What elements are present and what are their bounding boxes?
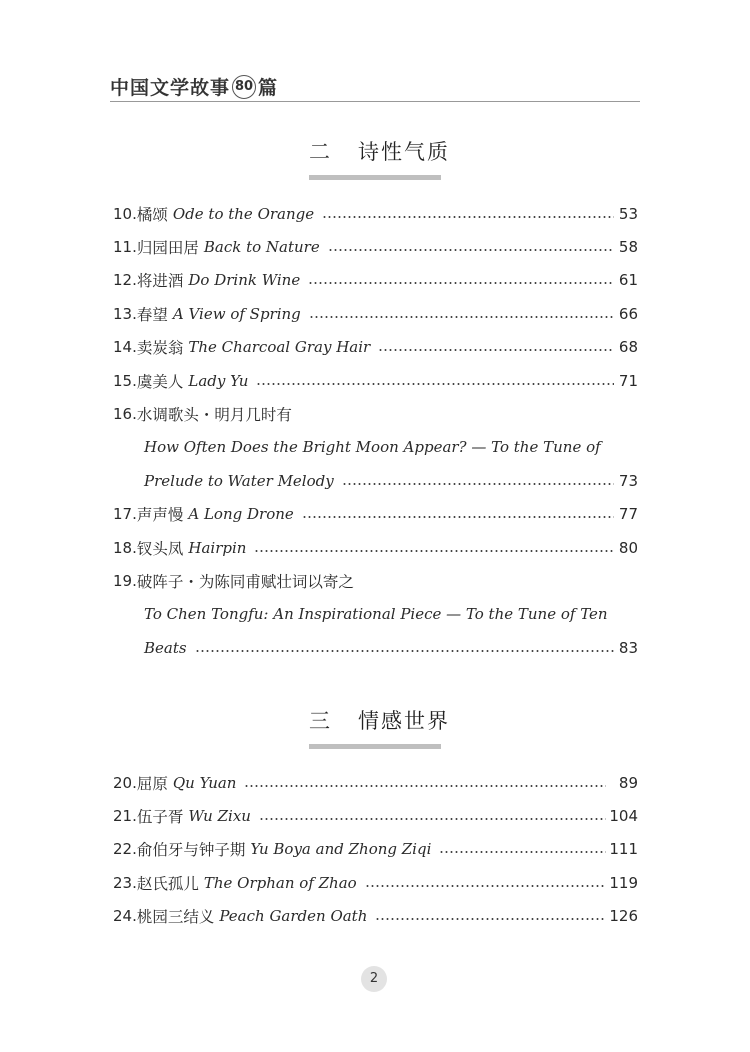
section-title: 三 情感世界: [309, 709, 451, 733]
entry-number: 17.: [113, 505, 137, 524]
dot-leader: [322, 216, 614, 218]
entry-page: 119: [609, 873, 638, 892]
entry-title-zh: 将进酒: [136, 272, 184, 291]
section-heading-2: [309, 136, 451, 180]
dot-leader: [302, 516, 614, 518]
toc-entry[interactable]: [113, 766, 638, 799]
entry-page: 126: [609, 907, 638, 926]
toc-entry-continuation[interactable]: [113, 631, 638, 664]
dot-leader: [342, 483, 614, 485]
entry-title-en: Hairpin: [188, 538, 247, 557]
toc-entry[interactable]: [113, 900, 638, 933]
entry-number: 12.: [113, 271, 137, 290]
entry-title-en: To Chen Tongfu: An Inspirational Piece — To the Tune of Ten: [144, 605, 608, 624]
title-number-badge: 80: [232, 75, 256, 99]
entry-number: 19.: [113, 571, 137, 590]
entry-page: 61: [618, 271, 638, 290]
toc-entry[interactable]: [113, 833, 638, 866]
entry-title-zh: 桃园三结义: [136, 908, 215, 927]
section-title: 二 诗性气质: [309, 140, 451, 164]
toc-entry[interactable]: [113, 331, 638, 364]
entry-title-en: A View of Spring: [172, 304, 301, 323]
entry-title-en: The Orphan of Zhao: [203, 873, 357, 892]
toc-entry[interactable]: [113, 230, 638, 263]
entry-title-zh: 伍子胥: [136, 808, 184, 827]
toc-entry[interactable]: [113, 197, 638, 230]
entry-title-en: Back to Nature: [203, 238, 320, 257]
toc-entry[interactable]: [113, 498, 638, 531]
dot-leader: [256, 383, 614, 385]
entry-title-en: Prelude to Water Melody: [144, 471, 334, 490]
entry-title-en: Yu Boya and Zhong Ziqi: [250, 840, 432, 859]
entry-title-zh: 俞伯牙与钟子期: [136, 841, 246, 860]
entry-page: 68: [618, 338, 638, 357]
entry-title-en: Wu Zixu: [188, 807, 251, 826]
header-divider: [110, 101, 640, 102]
toc-entry[interactable]: [113, 397, 638, 430]
entry-page: 71: [618, 371, 638, 390]
entry-title-zh: 破阵子・为陈同甫赋壮词以寄之: [136, 572, 354, 591]
entry-title-zh: 水调歌头・明月几时有: [136, 406, 292, 425]
entry-page: 83: [618, 638, 638, 657]
page-number: 2: [361, 966, 387, 992]
dot-leader: [259, 818, 606, 820]
entry-title-en: Do Drink Wine: [188, 271, 301, 290]
toc-entry[interactable]: [113, 799, 638, 832]
entry-page: 53: [618, 204, 638, 223]
entry-title-zh: 春望: [136, 305, 168, 324]
entry-number: 13.: [113, 304, 137, 323]
entry-title-zh: 橘颂: [136, 205, 168, 224]
section-underline: [309, 744, 441, 749]
book-title: 中国文学故事: [110, 77, 231, 99]
entry-number: 22.: [113, 840, 137, 859]
entry-title-en: Qu Yuan: [172, 773, 237, 792]
entry-number: 20.: [113, 773, 137, 792]
entry-number: 11.: [113, 238, 137, 257]
entry-page: 58: [618, 238, 638, 257]
toc-entry-continuation[interactable]: [113, 464, 638, 497]
entry-number: 15.: [113, 371, 137, 390]
entry-title-zh: 声声慢: [136, 506, 184, 525]
entry-page: 73: [618, 471, 638, 490]
entry-number: 10.: [113, 204, 137, 223]
section-underline: [309, 175, 441, 180]
toc-entry[interactable]: [113, 866, 638, 899]
toc-entry[interactable]: [113, 531, 638, 564]
entry-title-en: A Long Drone: [188, 505, 294, 524]
dot-leader: [309, 316, 614, 318]
toc-entry[interactable]: [113, 564, 638, 597]
entry-page: 89: [618, 773, 638, 792]
entry-title-zh: 赵氏孤儿: [136, 874, 199, 893]
entry-page: 104: [609, 807, 638, 826]
dot-leader: [308, 282, 614, 284]
dot-leader: [378, 349, 614, 351]
toc-entry-continuation[interactable]: [113, 598, 638, 631]
toc-entry[interactable]: [113, 297, 638, 330]
entry-title-en: How Often Does the Bright Moon Appear? — To the Tune of: [144, 438, 601, 457]
entry-title-en: Beats: [144, 638, 187, 657]
entry-title-zh: 钗头凤: [136, 539, 184, 558]
entry-title-en: Ode to the Orange: [172, 204, 315, 223]
entry-page: 80: [618, 538, 638, 557]
entry-number: 23.: [113, 873, 137, 892]
book-title-suffix: 篇: [258, 77, 278, 99]
entry-title-en: Peach Garden Oath: [219, 907, 368, 926]
entry-page: 66: [618, 304, 638, 323]
entry-title-en: The Charcoal Gray Hair: [188, 338, 371, 357]
entry-page: 111: [609, 840, 638, 859]
entry-title-zh: 归园田居: [136, 239, 199, 258]
toc-entry[interactable]: [113, 264, 638, 297]
dot-leader: [254, 550, 614, 552]
dot-leader: [328, 249, 614, 251]
section-heading-3: [309, 705, 451, 749]
entry-number: 16.: [113, 405, 137, 424]
entry-title-zh: 卖炭翁: [136, 339, 184, 358]
toc-entry[interactable]: [113, 364, 638, 397]
dot-leader: [244, 785, 606, 787]
toc-entry-continuation[interactable]: [113, 431, 638, 464]
entry-number: 24.: [113, 907, 137, 926]
entry-page: 77: [618, 505, 638, 524]
running-header: [110, 73, 277, 100]
entry-number: 21.: [113, 807, 137, 826]
dot-leader: [365, 885, 606, 887]
entry-title-en: Lady Yu: [188, 371, 249, 390]
entry-title-zh: 屈原: [136, 774, 168, 793]
entry-number: 18.: [113, 538, 137, 557]
dot-leader: [439, 851, 606, 853]
dot-leader: [195, 650, 614, 652]
toc-section-3: [113, 766, 638, 933]
toc-section-2: [113, 197, 638, 664]
dot-leader: [375, 918, 606, 920]
entry-number: 14.: [113, 338, 137, 357]
entry-title-zh: 虞美人: [136, 372, 184, 391]
